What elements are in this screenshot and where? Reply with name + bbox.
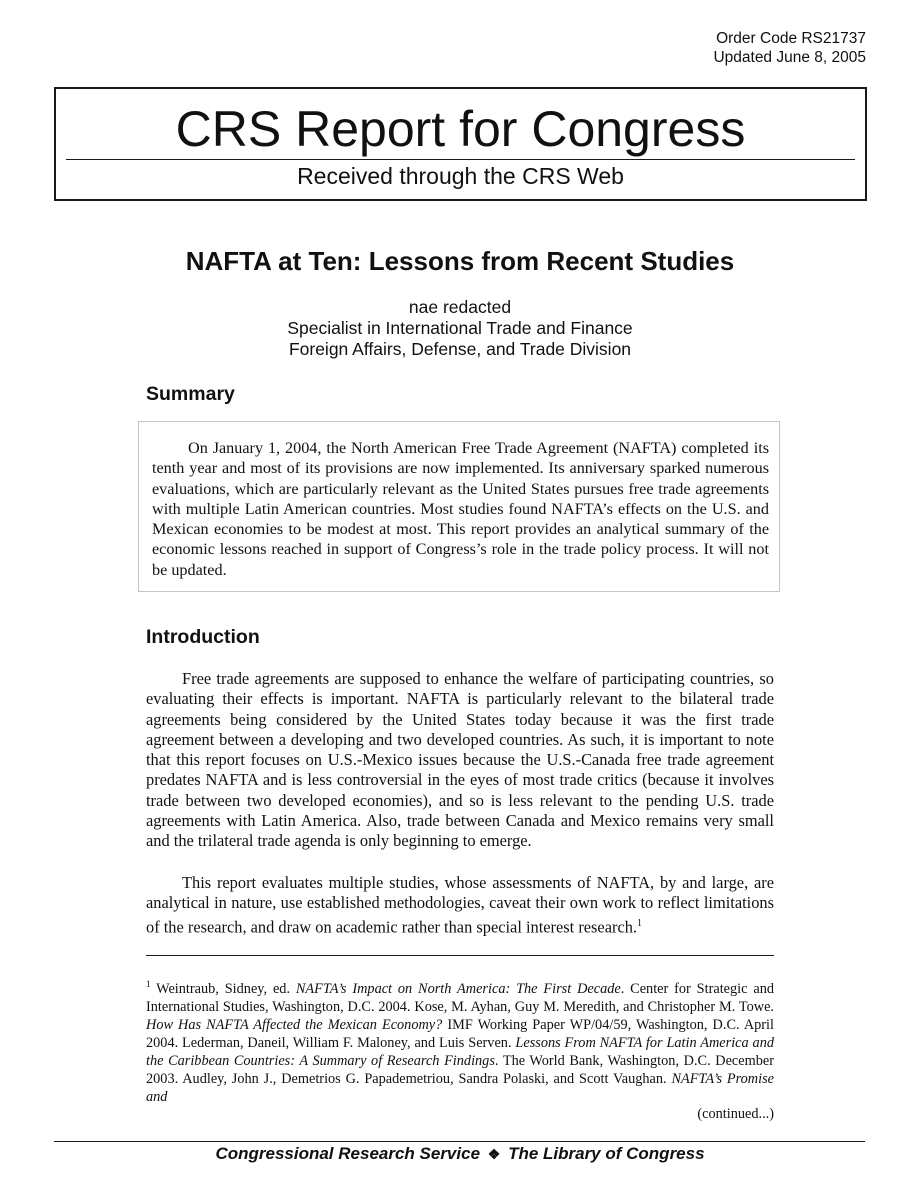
four-diamond-ornament-icon: ❖	[487, 1146, 501, 1162]
footnote-number: 1	[146, 979, 151, 989]
footnote-rule	[146, 955, 774, 956]
masthead	[54, 87, 867, 201]
masthead-title: CRS Report for Congress	[175, 101, 746, 157]
order-code: Order Code RS21737	[716, 30, 866, 47]
author-name: nae redacted	[408, 297, 512, 317]
footnote-text: . The World Bank, Washington, D.C. December 2003. Audley, John J., Demetrios G. Papademetriou, Sandra Polaski, and Scott Vaughan.	[146, 1052, 774, 1087]
introduction-paragraph-2-text: This report evaluates multiple studies, whose assessments of NAFTA, by and large, are analytical in nature, use established methodologies, caveat their own work to reflect limitations of the research, and draw on academic rather than special interest research.	[146, 873, 774, 937]
author-role: Specialist in International Trade and Finance	[287, 318, 633, 338]
footnote-citation-title: NAFTA’s Promise and	[146, 1070, 774, 1105]
summary-box	[138, 421, 780, 592]
footnote-text: IMF Working Paper WP/04/59, Washington, D.C. April 2004. Lederman, Daneil, William F. Maloney, and Luis Serven.	[146, 1016, 774, 1051]
footnote-1	[146, 975, 774, 1106]
summary-heading: Summary	[146, 383, 235, 405]
footnote-reference[interactable]: 1	[637, 917, 643, 929]
footnote-citation-title: Lessons From NAFTA for Latin America and the Caribbean Countries: A Summary of Research Findings	[146, 1034, 774, 1069]
introduction-heading: Introduction	[146, 626, 260, 648]
report-title: NAFTA at Ten: Lessons from Recent Studies	[185, 246, 735, 276]
footer-rule	[54, 1141, 865, 1142]
author-block	[0, 297, 920, 360]
masthead-rule	[66, 159, 855, 160]
footnote-citation-title: How Has NAFTA Affected the Mexican Economy?	[146, 1016, 443, 1033]
updated-date: Updated June 8, 2005	[713, 49, 866, 66]
footer-loc: The Library of Congress	[508, 1144, 705, 1163]
masthead-subtitle: Received through the CRS Web	[297, 163, 624, 189]
footnote-text: Weintraub, Sidney, ed.	[150, 980, 296, 997]
introduction-paragraph-2	[146, 873, 774, 937]
footnote-continued: (continued...)	[697, 1106, 774, 1122]
author-division: Foreign Affairs, Defense, and Trade Division	[288, 339, 632, 359]
footnote-citation-title: NAFTA’s Impact on North America: The First Decade	[295, 980, 621, 997]
order-code-block	[713, 29, 866, 67]
page-footer	[0, 1143, 920, 1165]
footer-crs: Congressional Research Service	[215, 1144, 481, 1163]
footnote-text: . Center for Strategic and International Studies, Washington, D.C. 2004. Kose, M. Ayhan, Guy M. Meredith, and Christopher M. Towe.	[146, 980, 774, 1015]
introduction-paragraph-1: Free trade agreements are supposed to enhance the welfare of participating countries, so evaluating their effects is important. NAFTA is particularly relevant to the bilateral trade agreements being considered by the United States today because it was the first trade agreement between a developing and two developed countries. As such, it is important to note that this report focuses on U.S.-Mexico issues because the U.S.-Canada free trade agreement predates NAFTA and is less controversial in the eyes of most trade critics (because it involves trade between two developed economies), and so is less relevant to the pending U.S. trade agreements with Latin America. Also, trade between Canada and Mexico remains very small and the trilateral trade agenda is only beginning to emerge.	[146, 669, 774, 851]
summary-text: On January 1, 2004, the North American Free Trade Agreement (NAFTA) completed its tenth year and most of its provisions are now implemented. Its anniversary sparked numerous evaluations, which are particularly relevant as the United States pursues free trade agreements with multiple Latin American countries. Most studies found NAFTA’s effects on the U.S. and Mexican economies to be modest at most. This report provides an analytical summary of the economic lessons reached in support of Congress’s role in the trade policy process. It will not be updated.	[152, 439, 769, 579]
